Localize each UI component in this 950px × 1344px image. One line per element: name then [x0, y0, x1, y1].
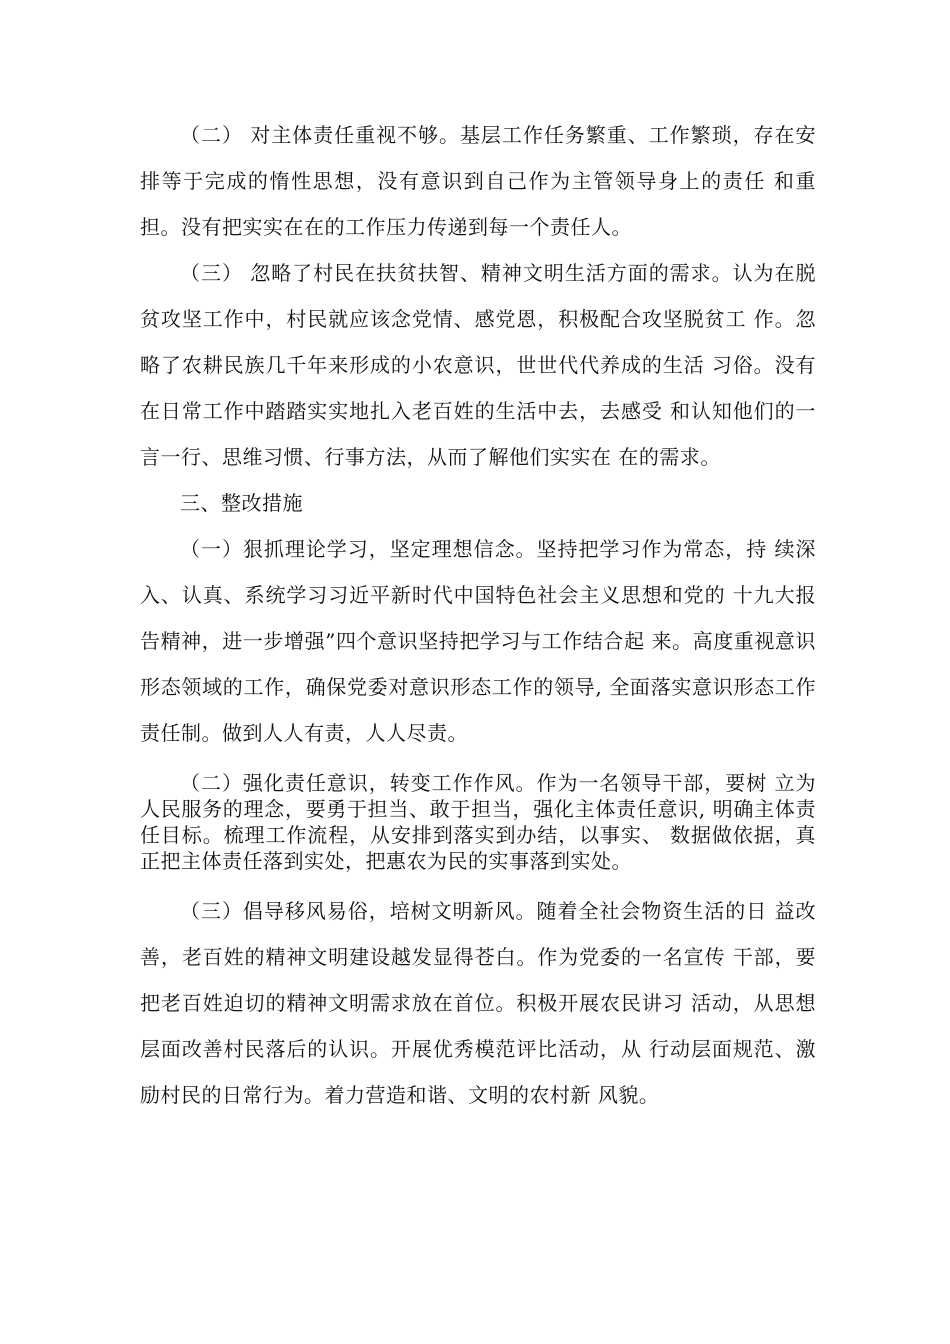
paragraph-measure-2: （二）强化责任意识，转变工作作风。作为一名领导干部，要树 立为人民服务的理念，要勇于担当、敢于担当，强化主体责任意识, 明确主体责任目标。梳理工作流程，从安排到落实到办结，以事实、 数据做依据，真正把主体责任落到实处，把惠农为民的实事落到实处。 — [140, 771, 816, 873]
paragraph-measure-1: （一）狠抓理论学习，坚定理想信念。坚持把学习作为常态，持 续深入、认真、系统学习习近平新时代中国特色社会主义思想和党的 十九大报告精神，进一步增强”四个意识坚持把学习与工作结合起 来。高度重视意识形态领域的工作，确保党委对意识形态工作的领导, 全面落实意识形态工作责任制。做到人人有责，人人尽责。 — [140, 537, 816, 745]
paragraph-issue-3: （三） 忽略了村民在扶贫扶智、精神文明生活方面的需求。认为在脱贫攻坚工作中，村民就应该念党情、感党恩，积极配合攻坚脱贫工 作。忽略了农耕民族几千年来形成的小农意识，世世代代养成的生活 习俗。没有在日常工作中踏踏实实地扎入老百姓的生活中去，去感受 和认知他们的一言一行、思维习惯、行事方法，从而了解他们实实在 在的需求。 — [140, 261, 816, 469]
document-page — [140, 112, 816, 1118]
paragraph-issue-2: （二） 对主体责任重视不够。基层工作任务繁重、工作繁琐，存在安排等于完成的惰性思想，没有意识到自己作为主管领导身上的责任 和重担。没有把实实在在的工作压力传递到每一个责任人。 — [140, 123, 816, 239]
section-heading: 三、整改措施 — [180, 491, 303, 515]
paragraph-measure-3: （三）倡导移风易俗，培树文明新风。随着全社会物资生活的日 益改善，老百姓的精神文明建设越发显得苍白。作为党委的一名宣传 干部，要把老百姓迫切的精神文明需求放在首位。积极开展农民讲习 活动，从思想层面改善村民落后的认识。开展优秀模范评比活动，从 行动层面规范、激励村民的日常行为。着力营造和谐、文明的农村新 风貌。 — [140, 899, 816, 1107]
